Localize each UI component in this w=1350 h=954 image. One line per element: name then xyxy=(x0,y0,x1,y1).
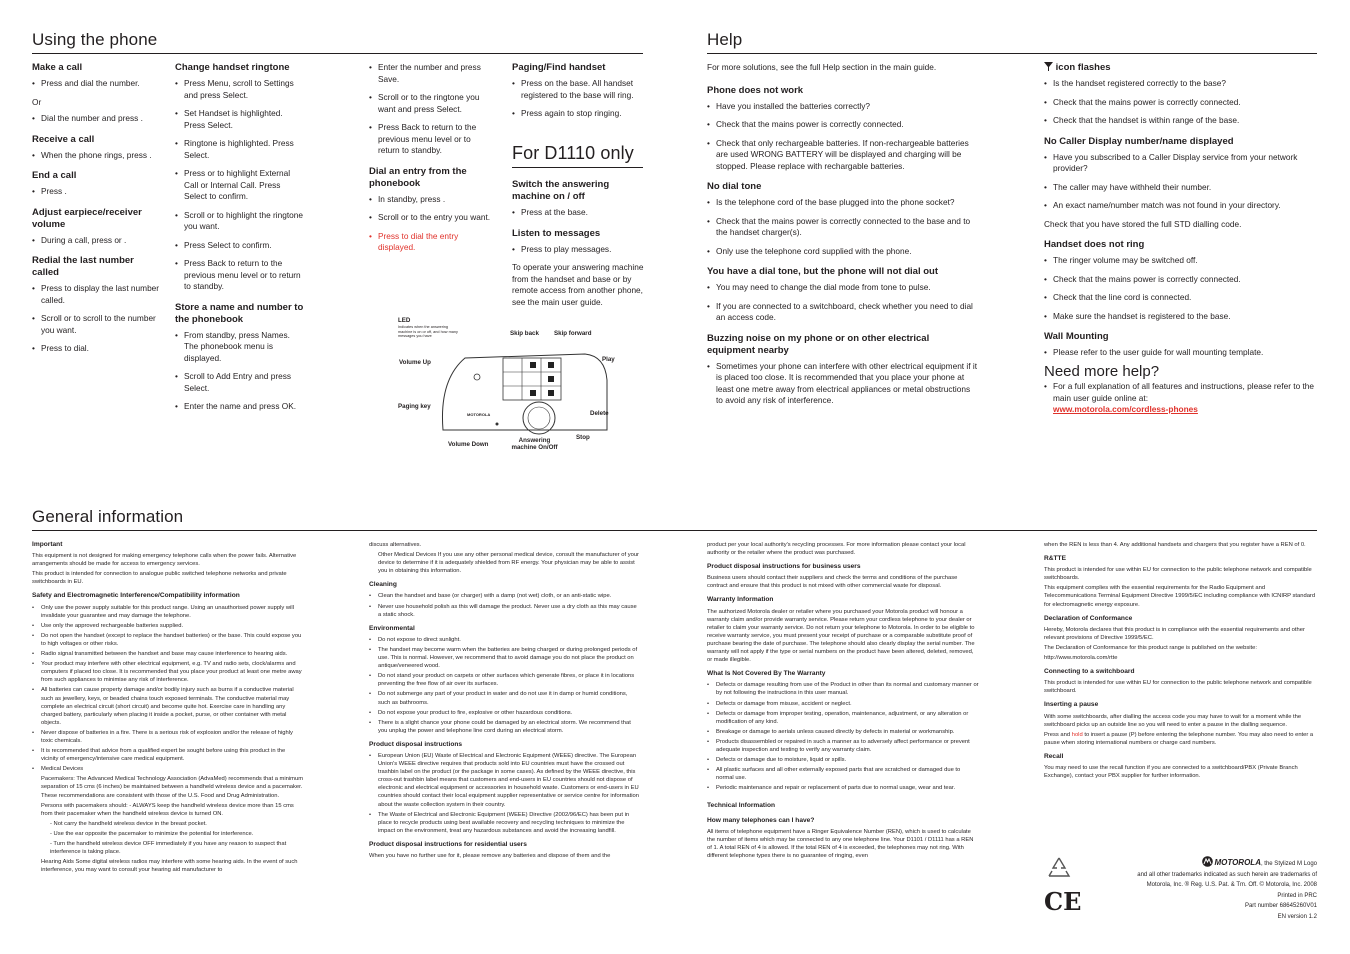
heading-switch: Switch the answering machine on / off xyxy=(512,179,610,202)
section-title-general: General information xyxy=(32,507,1317,531)
heading-conformance: Declaration of Conformance xyxy=(1044,614,1133,622)
text-pa-1: With some switchboards, after dialling the access code you may have to wait for a moment while the switchboard picks up an outside line so you will need to enter a pause in the dialling sequence. xyxy=(1044,713,1302,728)
heading-important: Important xyxy=(32,541,63,548)
section-title-help: Help xyxy=(707,30,1317,54)
text-nc-3: • Defects or damage from improper testing, operation, maintenance, adjustment, or any alteration or modification of any kind. xyxy=(707,710,979,726)
footer-legal xyxy=(1100,856,1317,922)
text-nw-2: • Check that the mains power is correctly connected. xyxy=(707,119,979,131)
text-nt-3: • Only use the telephone cord supplied with the phone. xyxy=(707,246,979,258)
using-col-1 xyxy=(32,62,162,362)
heading-disposal: Product disposal instructions xyxy=(369,740,463,748)
text-ring-4: • Press or to highlight External Call or Internal Call. Press Select to confirm. xyxy=(175,168,305,203)
footer-l5: Part number 68645260V01 xyxy=(1244,903,1317,909)
text-s-7: • Never dispose of batteries in a fire. There is a serious risk of explosion and/or the release of highly toxic chemicals. xyxy=(32,729,304,745)
text-s-3: • Do not open the handset (except to replace the handset batteries) or the base. This could expose you to high voltages or other risks. xyxy=(32,632,304,648)
heading-listen: Listen to messages xyxy=(512,227,601,239)
text-nr-4: • Make sure the handset is registered to the base. xyxy=(1044,311,1317,323)
general-col-1 xyxy=(32,541,304,876)
text-other-med: Other Medical Devices If you use any other personal medical device, consult the manufacturer of your device to determine if it is adequately shielded from RF energy. Your physician may be able to assist you in obtaining this information. xyxy=(378,552,639,575)
text-pa-2 xyxy=(1044,731,1317,747)
label-led: LED xyxy=(398,317,411,324)
help-col-2 xyxy=(1044,62,1317,423)
text-dial-2: • Scroll or to the entry you want. xyxy=(369,212,494,224)
text-dr-1: When you have no further use for it, please remove any batteries and dispose of them and the xyxy=(369,853,611,859)
text-ring-2: • Set Handset is highlighted. Press Select. xyxy=(175,108,305,131)
motorola-logo-icon xyxy=(1202,856,1213,867)
text-c3-1: • Enter the number and press Save. xyxy=(369,62,494,85)
recycle-icon xyxy=(1046,856,1072,880)
text-imp-2: This product is intended for connection to analogue public switched telephone networks and private switchboards in EU. xyxy=(32,571,287,586)
d1110-title-wrap xyxy=(512,143,643,168)
text-nc-6: • Defects or damage due to moisture, liquid or spills. xyxy=(707,756,979,764)
help-col-1 xyxy=(707,62,979,414)
text-make-call-1: • Press and dial the number. xyxy=(32,78,162,90)
text-nr-1: • The ringer volume may be switched off. xyxy=(1044,255,1317,267)
heading-adjust: Adjust earpiece/receiver volume xyxy=(32,206,142,230)
text-d-1: • European Union (EU) Waste of Electrical and Electronic Equipment (WEEE) directive. The European Union's WEEE directive requires that products sold into EU countries must have the crossed out trashbin label on the product (or the package in some cases). As defined by the WEEE directive, this cross-out trashbin label means that customers and end-users in EU countries should not dispose of electronic and electrical equipment or accessories in household waste. Customers or end-users in EU countries should contact their local equipment supplier representative or service centre for information about the waste collection system in their country. xyxy=(369,752,641,809)
text-rc-1: You may need to use the recall function if you are connected to a switchboard/PBX (Private Branch Exchange), contact your PBX supplier for further information. xyxy=(1044,764,1298,780)
text-listen-1: • Press to play messages. xyxy=(512,244,645,256)
heading-buzz: Buzzing noise on my phone or on other electrical equipment nearby xyxy=(707,332,930,356)
text-cl-2: • Never use household polish as this will damage the product. Never use a dry cloth as this may cause a static shock. xyxy=(369,603,641,619)
text-en-3: • Do not stand your product on carpets or other surfaces which generate fibres, or place it in locations preventing the free flow of air over its surfaces. xyxy=(369,672,641,688)
heading-store: Store a name and number to the phonebook xyxy=(175,301,304,325)
text-w-1: The authorized Motorola dealer or retailer where you purchased your Motorola product will honour a warranty claim and/or provide warranty service. Please return your cordless telephone to your dealer or retailer to claim your warranty service. Do not return your telephone to Motorola. In order to be eligible to receive warranty service, you must present your receipt of purchase or a comparable substitute proof of purchase bearing the date of purchase. The telephone should also clearly display the serial number. The warranty will not apply if the type or serial numbers on the product have been altered, deleted, removed, or made illegible. xyxy=(707,608,975,664)
heading-no-cid: No Caller Display number/name displayed xyxy=(1044,135,1234,147)
heading-recall: Recall xyxy=(1044,752,1064,760)
footer-l2: and all other trademarks indicated as such herein are trademarks of xyxy=(1137,871,1317,878)
base-unit-illustration xyxy=(435,340,625,440)
text-s-5: • Your product may interfere with other electrical equipment, e.g. TV and radio sets, clock/alarms and computers if placed too close. It is recommended that you place your product at least one metre away from such appliances to minimise any risk of interference. xyxy=(32,660,304,684)
general-col-4 xyxy=(1044,541,1317,782)
text-more-1-body: For a full explanation of all features and instructions, please refer to the main user guide online at: xyxy=(1053,381,1315,403)
text-nc-8: • Periodic maintenance and repair or replacement of parts due to normal usage, wear and tear. xyxy=(707,784,979,792)
text-en-6: • There is a slight chance your phone could be damaged by an electrical storm. We recommend that you unplug the power and telephone line cord during an electrical storm. xyxy=(369,719,641,735)
text-dial-1: • In standby, press . xyxy=(369,194,494,206)
text-nw-1: • Have you installed the batteries correctly? xyxy=(707,101,979,113)
text-r-2: This equipment complies with the essential requirements for the Radio Equipment and Telecommunications Terminal Equipment Directive 1999/5/EC including compliance with ICNIRP standard for electromagnetic energy exposure. xyxy=(1044,585,1316,608)
text-nr-3: • Check that the line cord is connected. xyxy=(1044,292,1317,304)
text-pa-hold: hold xyxy=(1071,731,1083,738)
text-help-intro: For more solutions, see the full Help section in the main guide. xyxy=(707,62,937,72)
ce-mark: CE xyxy=(1044,887,1082,916)
heading-dial-entry: Dial an entry from the phonebook xyxy=(369,165,467,189)
heading-disposal-res: Product disposal instructions for residential users xyxy=(369,840,527,848)
footer-l6: EN version 1.2 xyxy=(1277,913,1317,920)
general-col-2 xyxy=(369,541,641,862)
heading-icon-flash xyxy=(1044,62,1317,74)
text-nc-1: • Defects or damage resulting from use of the Product in other than its normal and customary manner or by not following the instructions in this user manual. xyxy=(707,681,979,697)
label-stop: Stop xyxy=(576,434,590,441)
d1110-col xyxy=(512,179,645,313)
text-dial-3: • Press to dial the entry displayed. xyxy=(369,231,494,254)
text-nt-2: • Check that the mains power is correctly connected to the base and to the handset charger(s). xyxy=(707,216,979,239)
text-c3-2: • Scroll or to the ringtone you want and press Select. xyxy=(369,92,494,115)
text-hm-1: All items of telephone equipment have a Ringer Equivalence Number (REN), which is used to calculate the number of items which may be connected to any one telephone line. Your D1101 / D1111 has a REN of 1. A total REN of 4 is allowed. If the total REN of 4 is exceeded, the telephones may not ring. With different telephone types there is no guarantee of ringing, even xyxy=(707,828,974,859)
label-delete: Delete xyxy=(590,410,609,417)
label-paging-key: Paging key xyxy=(398,403,431,410)
text-en-1: • Do not expose to direct sunlight. xyxy=(369,636,641,644)
label-answering: Answering machine On/Off xyxy=(511,437,558,451)
text-nc-4: • Breakage or damage to aerials unless caused directly by defects in material or workmanship. xyxy=(707,728,979,736)
title-need-help: Need more help? xyxy=(1044,362,1160,380)
heading-paging: Paging/Find handset xyxy=(512,62,606,73)
text-cid-note: Check that you have stored the full STD dialling code. xyxy=(1044,218,1242,229)
text-nw-3: • Check that only rechargeable batteries. If non-rechargeable batteries are used WRONG BATTERY will be displayed and charging will be stopped. Please replace with rechargable batteries. xyxy=(707,138,979,173)
text-ring-1: • Press Menu, scroll to Settings and press Select. xyxy=(175,78,305,101)
text-dc-2: The Declaration of Conformance for this product range is published on the website: xyxy=(1044,644,1257,651)
text-if-1: • Is the handset registered correctly to the base? xyxy=(1044,78,1317,90)
label-skip-forward: Skip forward xyxy=(554,330,592,337)
text-en-5: • Do not expose your product to fire, explosive or other hazardous conditions. xyxy=(369,709,641,717)
heading-how-many: How many telephones can I have? xyxy=(707,816,815,824)
text-s-8: • It is recommended that advice from a qualified expert be sought before using this product in the vicinity of emergency/intensive care medical equipment. xyxy=(32,747,304,763)
text-switch-1: • Press at the base. xyxy=(512,207,645,219)
signal-icon xyxy=(1044,62,1053,71)
text-cid-3: • An exact name/number match was not found in your directory. xyxy=(1044,200,1317,212)
text-pace: Pacemakers: The Advanced Medical Technology Association (AdvaMed) recommends that a minimum separation of 15 cms (6 inches) be maintained between a handheld wireless device and a pacemaker. These recommendations are consistent with those of the U.S. Food and Drug Administration. xyxy=(41,776,304,799)
text-more-1 xyxy=(1044,381,1317,416)
text-redial-2: • Scroll or to scroll to the number you want. xyxy=(32,313,162,336)
text-store-1: • From standby, press Names. The phonebook menu is displayed. xyxy=(175,330,305,365)
text-s-4: • Radio signal transmitted between the handset and base may cause interference to hearing aids. xyxy=(32,650,304,658)
text-c3-3: • Press Back to return to the previous menu level or to return to standby. xyxy=(369,122,494,157)
text-nc-5: • Products disassembled or repaired in such a manner as to adversely affect performance or prevent adequate inspection and testing to verify any warranty claim. xyxy=(707,738,979,754)
support-link[interactable]: www.motorola.com/cordless-phones xyxy=(1053,404,1198,414)
footer-line-1 xyxy=(1100,856,1317,870)
heading-wall: Wall Mounting xyxy=(1044,331,1109,342)
text-ring-5: • Scroll or to highlight the ringtone you want. xyxy=(175,210,305,233)
text-imp-1: This equipment is not designed for making emergency telephone calls when the power fails. Alternative arrangements should be made for access to emergency services. xyxy=(32,553,297,568)
text-c4-top: when the REN is less than 4. Any additional handsets and chargers that you register have a REN of 0. xyxy=(1044,542,1306,548)
text-to-2: • If you are connected to a switchboard, check whether you need to dial an access code. xyxy=(707,301,979,324)
heading-safety: Safety and Electromagnetic Interference/Compatibility information xyxy=(32,592,240,600)
heading-not-covered: What Is Not Covered By The Warranty xyxy=(707,670,826,678)
heading-no-ring: Handset does not ring xyxy=(1044,239,1145,250)
heading-icon-flash-text: icon flashes xyxy=(1055,62,1111,73)
text-s-1: • Only use the power supply suitable for this product range. Using an unauthorised power supply will invalidate your guarantee and may damage the telephone. xyxy=(32,604,304,620)
section-title-using: Using the phone xyxy=(32,30,643,54)
text-wall-1: • Please refer to the user guide for wall mounting template. xyxy=(1044,347,1317,359)
text-en-4: • Do not submerge any part of your product in water and do not use it in damp or humid conditions, such as bathrooms. xyxy=(369,690,641,706)
text-nc-7: • All plastic surfaces and all other externally exposed parts that are scratched or damaged due to normal use. xyxy=(707,766,979,782)
footer-l1: , the Stylized M Logo xyxy=(1260,861,1317,867)
text-ring-7: • Press Back to return to the previous menu level or to return to standby. xyxy=(175,258,305,293)
text-to-1: • You may need to change the dial mode from tone to pulse. xyxy=(707,282,979,294)
heading-rtte: R&TTE xyxy=(1044,555,1066,563)
text-operate: To operate your answering machine from the handset and base or by remote access from another phone, see the main user guide. xyxy=(512,262,644,307)
base-diagram xyxy=(395,315,645,455)
text-dc-url: http://www.motorola.com/rtte xyxy=(1044,655,1118,662)
text-s-2: • Use only the approved rechargeable batteries supplied. xyxy=(32,622,304,630)
text-r-1: This product is intended for use within EU for connection to the public telephone network and compatible switchboards. xyxy=(1044,567,1312,582)
heading-cleaning: Cleaning xyxy=(369,581,397,589)
text-receive-1: • When the phone rings, press . xyxy=(32,150,162,162)
heading-end-call: End a call xyxy=(32,170,77,181)
text-store-2: • Scroll to Add Entry and press Select. xyxy=(175,371,305,394)
text-s-9: • Medical Devices xyxy=(32,765,304,773)
text-cid-1: • Have you subscribed to a Caller Display service from your network provider? xyxy=(1044,152,1317,175)
heading-no-tone: No dial tone xyxy=(707,181,762,192)
text-dc-1: Hereby, Motorola declares that this product is in compliance with the essential requirements and other relevant provisions of Directive 1999/5/EC. xyxy=(1044,626,1305,641)
text-paging-2: • Press again to stop ringing. xyxy=(512,108,642,120)
text-paging-1: • Press on the base. All handset registered to the base will ring. xyxy=(512,78,642,101)
text-if-2: • Check that the mains power is correctly connected. xyxy=(1044,97,1317,109)
text-nc-2: • Defects or damage from misuse, accident or neglect. xyxy=(707,700,979,708)
label-volume-up: Volume Up xyxy=(399,359,431,366)
text-redial-1: • Press to display the last number called. xyxy=(32,283,162,306)
heading-technical: Technical Information xyxy=(707,802,776,810)
heading-redial: Redial the last number called xyxy=(32,255,134,278)
text-ring-6: • Press Select to confirm. xyxy=(175,240,305,252)
text-p-c: - Turn the handheld wireless device OFF immediately if you have any reason to suspect that interference is taking place. xyxy=(50,841,287,856)
heading-make-call: Make a call xyxy=(32,62,83,73)
general-title-wrap xyxy=(32,507,1317,531)
label-volume-down: Volume Down xyxy=(448,441,489,448)
heading-environmental: Environmental xyxy=(369,624,415,632)
text-pa-2a: Press and xyxy=(1044,731,1071,738)
using-col-2 xyxy=(175,62,305,420)
text-p-b: - Use the ear opposite the pacemaker to minimize the potential for interference. xyxy=(50,830,254,837)
text-make-call-2: • Dial the number and press . xyxy=(32,113,162,125)
heading-receive-call: Receive a call xyxy=(32,133,95,145)
text-end-1: • Press . xyxy=(32,186,162,198)
text-en-2: • The handset may become warm when the batteries are being charged or during prolonged periods of use. This is normal. However, we recommend that to avoid damage you do not place the product on antique/veneered wood. xyxy=(369,646,641,670)
label-play: Play xyxy=(602,356,615,363)
heading-switchboard: Connecting to a switchboard xyxy=(1044,668,1135,676)
text-s-6: • All batteries can cause property damage and/or bodily injury such as burns if a conductive material such as jewellery, keys, or beaded chains touch exposed terminals. The conductive material may complete an electrical circuit (short circuit) and become quite hot. Exercise care in handling any charged battery, particularly when placing it inside a pocket, purse, or other container with metal objects. xyxy=(32,686,304,726)
heading-pause: Inserting a pause xyxy=(1044,701,1099,709)
using-title-wrap xyxy=(32,30,643,54)
text-c2-top: discuss alternatives. xyxy=(369,542,422,548)
text-store-3: • Enter the name and press OK. xyxy=(175,401,305,413)
text-nt-1: • Is the telephone cord of the base plugged into the phone socket? xyxy=(707,197,979,209)
using-col-4 xyxy=(512,62,642,127)
text-p-a: - Not carry the handheld wireless device in the breast pocket. xyxy=(50,820,207,827)
text-sw-1: This product is intended for use within EU for connection to the public telephone network and compatible switchboard. xyxy=(1044,680,1312,695)
using-col-3 xyxy=(369,62,494,261)
text-ring-3: • Ringtone is highlighted. Press Select. xyxy=(175,138,305,161)
text-hearing: Hearing Aids Some digital wireless radios may interfere with some hearing aids. In the event of such interference, you may want to consult your hearing aid manufacturer to xyxy=(41,859,298,874)
heading-not-work: Phone does not work xyxy=(707,84,804,96)
text-db-1: Business users should contact their suppliers and check the terms and conditions of the purchase contract and ensure that this product is not mixed with other commercial waste for disposal. xyxy=(707,575,958,590)
footer-l3: Motorola, Inc. ® Reg. U.S. Pat. & Tm. Off. © Motorola, Inc. 2008 xyxy=(1146,882,1317,888)
heading-disposal-bus: Product disposal instructions for business users xyxy=(707,563,861,571)
text-d-2: • The Waste of Electrical and Electronic Equipment (WEEE) Directive (2002/96/EC) has been put in place to recycle products using best available recovery and recycling techniques to minimize the impact on the environment, treat any hazardous substances and avoid the increasing landfill. xyxy=(369,811,641,835)
heading-tone-not-out: You have a dial tone, but the phone will not dial out xyxy=(707,266,938,277)
text-persons: Persons with pacemakers should: - ALWAYS keep the handheld wireless device more than 15 cms from their pacemaker when the handheld wireless device is turned ON. xyxy=(41,802,294,817)
base-brand: MOTOROLA xyxy=(467,412,491,417)
text-c3-top: product per your local authority's recycling processes. For more information please contact your local authority or the retailer where the product was purchased. xyxy=(707,542,966,557)
heading-ringtone: Change handset ringtone xyxy=(175,62,290,73)
text-pa-2b: to insert a pause (P) before entering the telephone number. You may also need to enter a pause when storing international numbers or charge card numbers. xyxy=(1044,731,1314,746)
label-skip-back: Skip back xyxy=(510,330,539,337)
section-title-d1110: For D1110 only xyxy=(512,143,643,168)
text-nr-2: • Check that the mains power is correctly connected. xyxy=(1044,274,1317,286)
text-or: Or xyxy=(32,96,42,107)
text-if-3: • Check that the handset is within range of the base. xyxy=(1044,115,1317,127)
label-led-note: Indicates when the answering machine is on or off, and how many messages you have xyxy=(398,325,458,339)
text-cl-1: • Clean the handset and base (or charger) with a damp (not wet) cloth, or an anti-static wipe. xyxy=(369,592,641,600)
heading-warranty: Warranty Information xyxy=(707,596,774,604)
text-cid-2: • The caller may have withheld their number. xyxy=(1044,182,1317,194)
text-redial-3: • Press to dial. xyxy=(32,343,162,355)
text-adjust-1: • During a call, press or . xyxy=(32,235,162,247)
footer-l4: Printed in PRC xyxy=(1277,892,1317,899)
text-bz-1: • Sometimes your phone can interfere with other electrical equipment if it is placed too close. It is recommended that you place your phone at least one metre away from electrical appliances or metal obstructions to avoid any risk of interference. xyxy=(707,361,979,407)
general-col-3 xyxy=(707,541,979,862)
help-title-wrap xyxy=(707,30,1317,54)
footer-brand: MOTOROLA xyxy=(1214,858,1261,867)
